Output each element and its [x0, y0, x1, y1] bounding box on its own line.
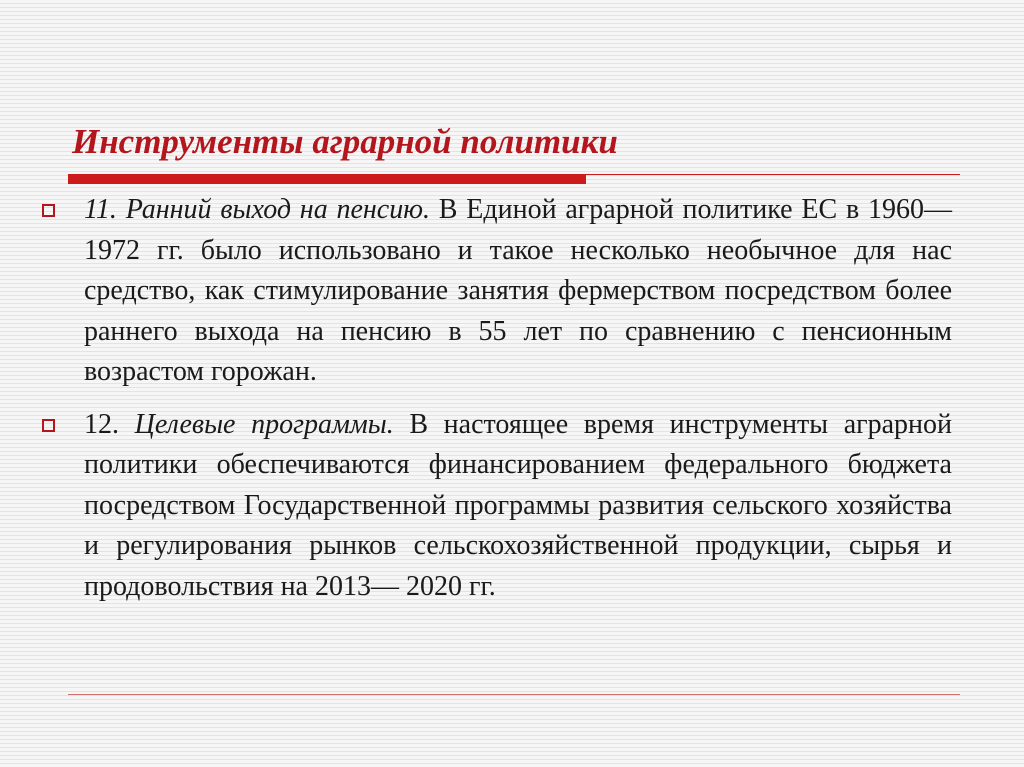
title-underline-accent [68, 174, 586, 184]
item-text: В настоящее время инструменты аграрной политики обеспечиваются финансированием федерального бюджета посредством Государственной программы развития сельского хозяйства и регулирования рынков сельскохозяйственной продукции, сырья и продовольствия на 2013— 2020 гг. [84, 408, 953, 602]
bullet-list [36, 190, 952, 619]
list-item [36, 190, 952, 393]
item-number: 12. [84, 408, 119, 440]
hollow-square-bullet-icon [42, 419, 55, 432]
item-text: В Единой аграрной политике ЕС в 1960— 1972 гг. было использовано и такое несколько необычное для нас средство, как стимулирование занятия фермерством посредством более раннего выхода на пенсию в 55 лет по сравнению с пенсионным возрастом горожан. [84, 194, 953, 387]
list-item [36, 405, 952, 608]
item-number: 11. [84, 194, 117, 225]
footer-rule [68, 694, 960, 695]
item-lead: Ранний выход на пенсию. [125, 194, 430, 225]
title-underline-rule [586, 174, 960, 175]
item-lead: Целевые программы. [134, 408, 394, 440]
hollow-square-bullet-icon [42, 204, 55, 217]
slide-title: Инструменты аграрной политики [72, 122, 618, 161]
